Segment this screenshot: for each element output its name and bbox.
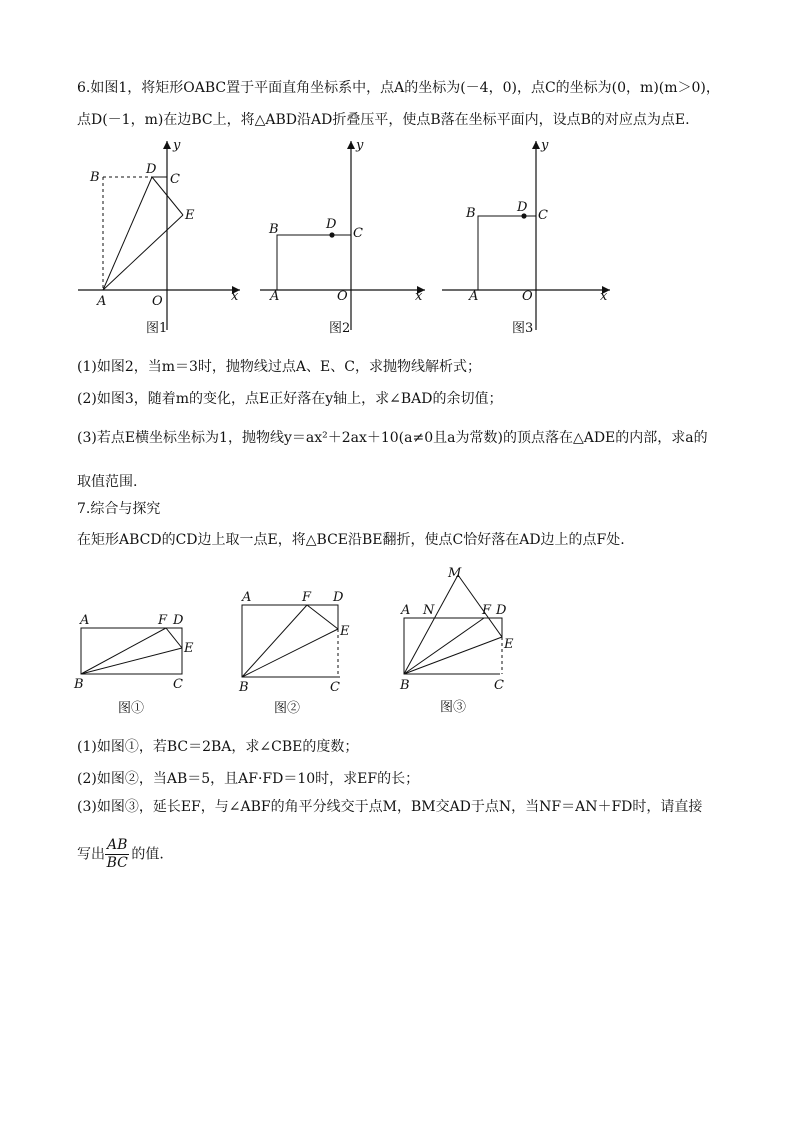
f3-label-d: D — [517, 200, 528, 215]
f2-caption: 图2 — [329, 321, 351, 335]
fraction-denominator: BC — [106, 855, 128, 871]
q6-sub-3-line-1: (3)若点E横坐标坐标为1，抛物线y＝ax²＋2ax＋10(a≠0且a为常数)的顶点落在△ADE的内部，求a的 — [77, 430, 708, 446]
q7f2-label-b: B — [239, 680, 249, 695]
q7-figure-2 — [236, 585, 366, 720]
q6-line-1: 6.如图1，将矩形OABC置于平面直角坐标系中，点A的坐标为(－4，0)，点C的坐标为(0，m)(m＞0)， — [77, 80, 720, 96]
q7-sub-1: (1)如图①，若BC＝2BA，求∠CBE的度数； — [77, 739, 359, 755]
f2-label-b: B — [269, 222, 279, 237]
f2-label-o: O — [337, 289, 348, 304]
f2-label-d: D — [326, 217, 337, 232]
f3-label-x: x — [600, 289, 608, 304]
f1-label-e: E — [185, 208, 195, 223]
f1-label-a: A — [97, 294, 107, 309]
q7f3-label-m: M — [448, 566, 462, 581]
q6-line-2: 点D(－1，m)在边BC上，将△ABD沿AD折叠压平，使点B落在坐标平面内，设点B的对应点为点E. — [77, 112, 690, 128]
ab-over-bc-fraction — [105, 837, 129, 872]
q7-sub-3-line-2 — [77, 837, 164, 872]
q7f1-label-e: E — [184, 641, 194, 656]
q7-sub-3-suffix: 的值. — [131, 846, 164, 863]
q7-title: 7.综合与探究 — [77, 501, 161, 517]
q7f2-label-a: A — [242, 590, 252, 605]
q7f3-label-d: D — [496, 603, 507, 618]
q7f3-label-f: F — [482, 603, 492, 618]
q7f1-label-a: A — [80, 613, 90, 628]
f3-label-y: y — [541, 138, 549, 153]
f2-label-a: A — [270, 289, 280, 304]
q7f1-label-d: D — [173, 613, 184, 628]
f3-label-a: A — [469, 289, 479, 304]
q6-sub-1: (1)如图2，当m＝3时，抛物线过点A、E、C，求抛物线解析式； — [77, 359, 481, 375]
f2-label-x: x — [415, 289, 423, 304]
q7-figure-3 — [396, 562, 526, 722]
q7f2-label-c: C — [330, 680, 340, 695]
q7f2-caption: 图② — [274, 701, 301, 716]
fraction-numerator: AB — [107, 837, 128, 853]
f1-label-c: C — [170, 172, 180, 187]
q6-figure-1 — [70, 135, 250, 335]
q7f2-label-e: E — [340, 624, 350, 639]
q7f3-label-e: E — [504, 637, 514, 652]
f1-label-o: O — [152, 294, 163, 309]
f1-caption: 图1 — [146, 321, 168, 335]
q7f1-caption: 图① — [118, 701, 145, 716]
q6-figure-3 — [440, 135, 620, 335]
f1-label-y: y — [173, 138, 181, 153]
q7f3-label-c: C — [494, 678, 504, 693]
f1-label-x: x — [231, 289, 239, 304]
q7f1-label-f: F — [158, 613, 168, 628]
q6-sub-2: (2)如图3，随着m的变化，点E正好落在y轴上，求∠BAD的余切值； — [77, 391, 503, 407]
f1-label-b: B — [90, 170, 100, 185]
q7-sub-3-prefix: 写出 — [77, 846, 105, 863]
f3-label-b: B — [466, 206, 476, 221]
q7-sub-2: (2)如图②，当AB＝5，且AF·FD＝10时，求EF的长； — [77, 771, 420, 787]
q7f1-label-c: C — [173, 677, 183, 692]
q7f2-label-d: D — [333, 590, 344, 605]
q7f3-label-a: A — [401, 603, 411, 618]
f3-caption: 图3 — [512, 321, 534, 335]
q7f3-label-n: N — [423, 603, 435, 618]
q7f3-caption: 图③ — [440, 700, 467, 715]
q6-sub-3-line-2: 取值范围. — [77, 474, 138, 490]
q7-sub-3-line-1: (3)如图③，延长EF，与∠ABF的角平分线交于点M，BM交AD于点N，当NF＝AN＋FD时，请直接 — [77, 799, 703, 815]
f3-label-c: C — [538, 208, 548, 223]
q7-intro: 在矩形ABCD的CD边上取一点E，将△BCE沿BE翻折，使点C恰好落在AD边上的点F处. — [77, 532, 625, 548]
f3-label-o: O — [522, 289, 533, 304]
q6-figure-2 — [255, 135, 435, 335]
q7-figure-1 — [70, 600, 200, 720]
q7f1-label-b: B — [74, 677, 84, 692]
q7f2-label-f: F — [302, 590, 312, 605]
f1-label-d: D — [146, 162, 157, 177]
f2-label-y: y — [356, 138, 364, 153]
f2-label-c: C — [353, 226, 363, 241]
q7f3-label-b: B — [400, 678, 410, 693]
